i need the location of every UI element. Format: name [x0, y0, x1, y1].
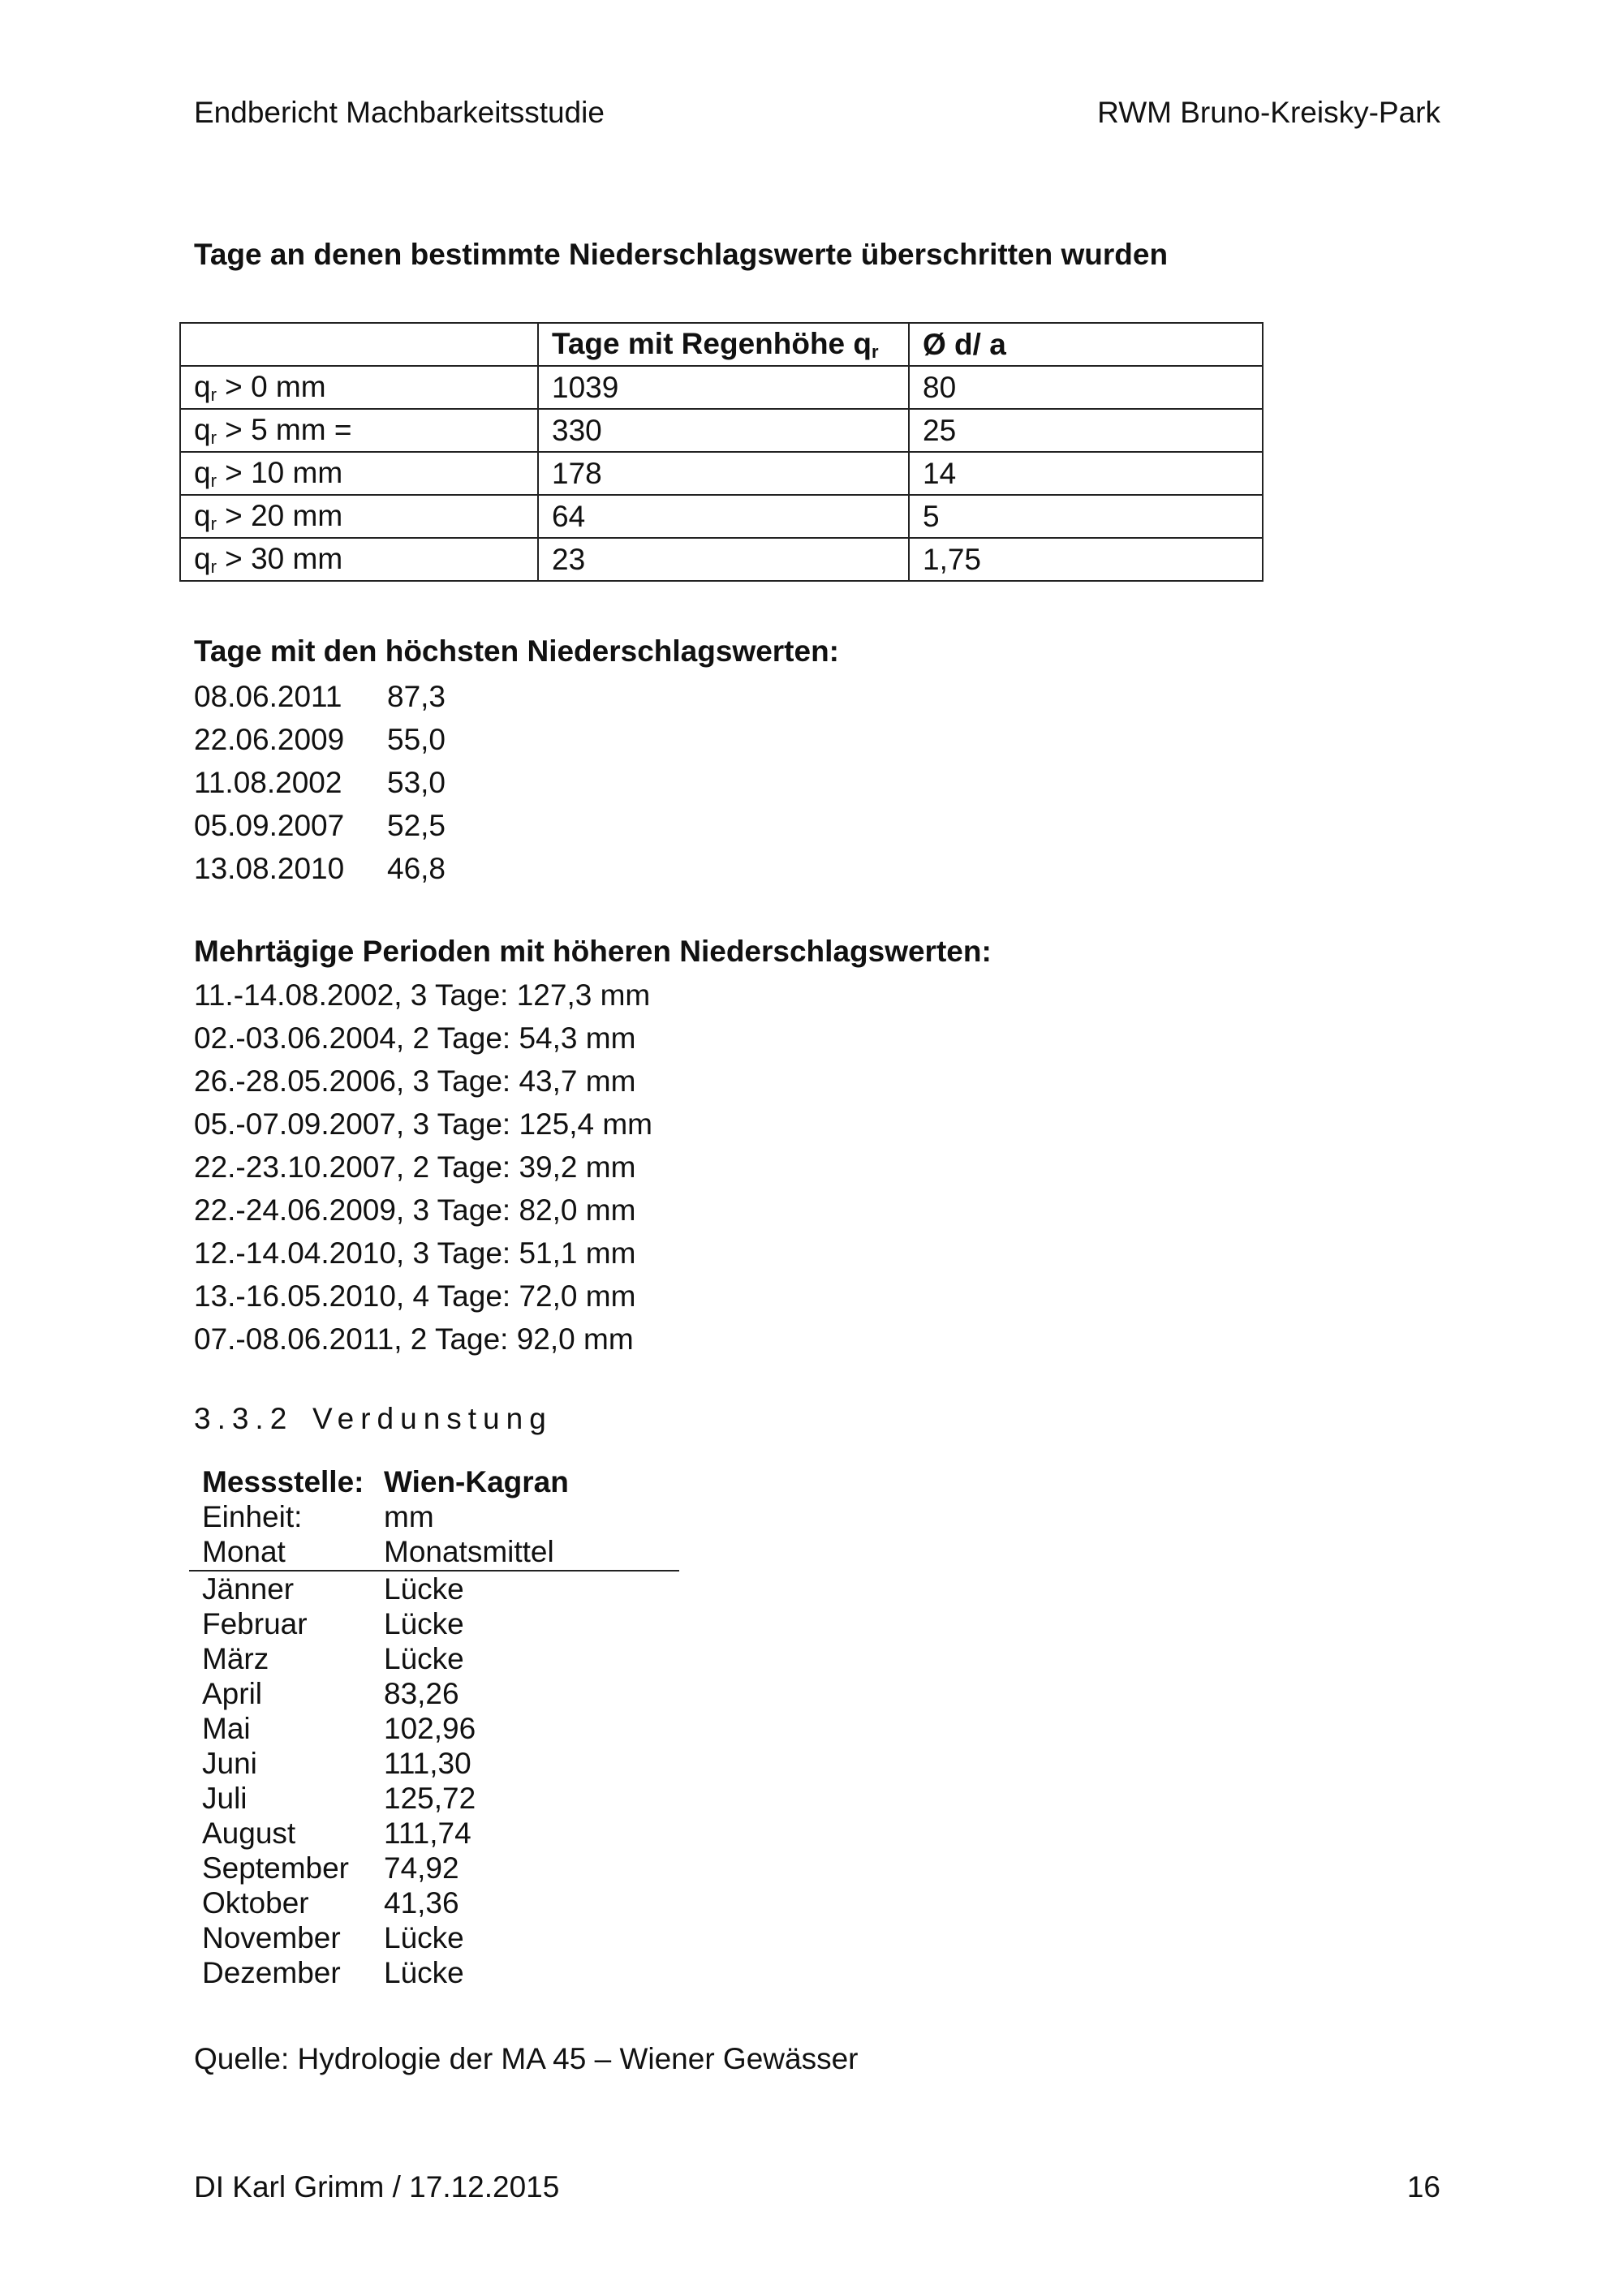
list-date: 13.08.2010: [194, 852, 345, 885]
month-value: 111,30: [384, 1747, 471, 1780]
month-value: Lücke: [384, 1642, 464, 1675]
table-cell-days: 64: [538, 495, 909, 538]
table-cell-condition: [180, 495, 538, 538]
subsection-title: Verdunstung: [312, 1402, 553, 1435]
cond-text: > 5 mm =: [216, 412, 352, 446]
table-row: [189, 1920, 679, 1955]
header-left: Endbericht Machbarkeitsstudie: [194, 96, 605, 129]
list-item: 11.-14.08.2002, 3 Tage: 127,3 mm: [194, 978, 651, 1012]
table-cell-avg: 80: [909, 366, 1263, 409]
table-cell-days: 178: [538, 452, 909, 495]
periods-list: [194, 974, 652, 1361]
table1-title: Tage an denen bestimmte Niederschlagswerte überschritten wurden: [194, 238, 1169, 271]
table-header-cell: Ø d/ a: [909, 323, 1263, 366]
column-header-row: [189, 1534, 679, 1569]
unit-value: mm: [384, 1500, 434, 1533]
table-row: [189, 1641, 679, 1676]
month-value: 41,36: [384, 1886, 459, 1920]
cond-sub: r: [210, 556, 217, 577]
month-value: Lücke: [384, 1607, 464, 1640]
cond-sub: r: [210, 384, 217, 405]
table-row: [189, 1606, 679, 1641]
table-cell-condition: [180, 409, 538, 452]
cond-sub: r: [210, 513, 217, 534]
table-cell-condition: [180, 366, 538, 409]
cond-sub: r: [210, 470, 217, 491]
list-value: 53,0: [387, 766, 446, 799]
table-row: [189, 1816, 679, 1851]
month-value: 125,72: [384, 1782, 476, 1815]
highest-list: [194, 675, 446, 890]
table-row: [189, 1572, 679, 1606]
list-item: 05.-07.09.2007, 3 Tage: 125,4 mm: [194, 1107, 652, 1141]
header-subscript: r: [872, 341, 879, 362]
list-date: 05.09.2007: [194, 809, 345, 842]
list-item: [194, 804, 446, 847]
list-value: 55,0: [387, 723, 446, 756]
month-value: 111,74: [384, 1817, 471, 1850]
header-text: Tage mit Regenhöhe q: [552, 326, 872, 360]
table-row: [189, 1746, 679, 1781]
subsection-number: 3.3.2: [194, 1402, 294, 1435]
table-cell-condition: [180, 538, 538, 581]
header-right: RWM Bruno-Kreisky-Park: [1097, 96, 1440, 129]
list-item: 13.-16.05.2010, 4 Tage: 72,0 mm: [194, 1279, 636, 1313]
list-item: 22.-24.06.2009, 3 Tage: 82,0 mm: [194, 1193, 636, 1227]
list-value: 87,3: [387, 680, 446, 713]
list-item: 12.-14.04.2010, 3 Tage: 51,1 mm: [194, 1236, 636, 1270]
table-header-cell: [538, 323, 909, 366]
table-cell-days: 330: [538, 409, 909, 452]
month: Dezember: [202, 1956, 341, 1989]
table-row: [189, 1711, 679, 1746]
table-cell-avg: 1,75: [909, 538, 1263, 581]
list-date: 22.06.2009: [194, 723, 345, 756]
table-row: [180, 452, 1263, 495]
table-cell-avg: 14: [909, 452, 1263, 495]
list-item: 26.-28.05.2006, 3 Tage: 43,7 mm: [194, 1064, 636, 1098]
month-value: 83,26: [384, 1677, 459, 1710]
list-item: 22.-23.10.2007, 2 Tage: 39,2 mm: [194, 1150, 636, 1184]
month: Juni: [202, 1747, 257, 1780]
col-value-header: Monatsmittel: [384, 1535, 554, 1568]
table-header-cell: [180, 323, 538, 366]
month: Mai: [202, 1712, 251, 1745]
table-row: [189, 1885, 679, 1920]
list-date: 11.08.2002: [194, 766, 342, 799]
list-item: 02.-03.06.2004, 2 Tage: 54,3 mm: [194, 1021, 636, 1055]
table-row: [189, 1781, 679, 1816]
cond-q: q: [194, 498, 211, 532]
month: September: [202, 1851, 349, 1885]
table-cell-days: 1039: [538, 366, 909, 409]
evaporation-table: [189, 1464, 679, 1990]
month: Februar: [202, 1607, 308, 1640]
table-cell-avg: 5: [909, 495, 1263, 538]
cond-text: > 20 mm: [216, 498, 343, 532]
cond-q: q: [194, 455, 211, 489]
periods-title: Mehrtägige Perioden mit höheren Niederschlagswerten:: [194, 935, 992, 968]
table-row: [180, 409, 1263, 452]
month-value: 74,92: [384, 1851, 459, 1885]
month: August: [202, 1817, 296, 1850]
station-row: [189, 1464, 679, 1499]
month-value: Lücke: [384, 1956, 464, 1989]
list-value: 52,5: [387, 809, 446, 842]
list-item: [194, 718, 446, 761]
station-value: Wien-Kagran: [384, 1465, 569, 1498]
station-label: Messstelle:: [202, 1465, 364, 1498]
cond-q: q: [194, 412, 211, 446]
list-item: 07.-08.06.2011, 2 Tage: 92,0 mm: [194, 1322, 634, 1356]
cond-text: > 0 mm: [216, 369, 326, 403]
list-item: [194, 675, 446, 718]
month: April: [202, 1677, 263, 1710]
table-row: [180, 495, 1263, 538]
table-row: [189, 1851, 679, 1885]
highest-title: Tage mit den höchsten Niederschlagswerten:: [194, 634, 839, 668]
month: Juli: [202, 1782, 248, 1815]
cond-text: > 30 mm: [216, 541, 343, 575]
cond-sub: r: [210, 427, 217, 448]
month-value: Lücke: [384, 1572, 464, 1606]
unit-row: [189, 1499, 679, 1534]
page-number: 16: [1406, 2170, 1440, 2204]
month: November: [202, 1921, 341, 1954]
month-value: Lücke: [384, 1921, 464, 1954]
table-cell-condition: [180, 452, 538, 495]
cond-text: > 10 mm: [216, 455, 343, 489]
source-note: Quelle: Hydrologie der MA 45 – Wiener Gewässer: [194, 2042, 859, 2075]
table-row: [189, 1955, 679, 1990]
month-value: 102,96: [384, 1712, 476, 1745]
col-month-header: Monat: [202, 1535, 286, 1568]
table-header-row: [180, 323, 1263, 366]
month: Oktober: [202, 1886, 309, 1920]
list-date: 08.06.2011: [194, 680, 342, 713]
cond-q: q: [194, 541, 211, 575]
table-row: [180, 538, 1263, 581]
list-item: [194, 761, 446, 804]
table-cell-days: 23: [538, 538, 909, 581]
footer-author-date: DI Karl Grimm / 17.12.2015: [194, 2170, 560, 2204]
table-row: [189, 1676, 679, 1711]
subsection-heading: [194, 1402, 553, 1436]
table-row: [180, 366, 1263, 409]
list-value: 46,8: [387, 852, 446, 885]
month: Jänner: [202, 1572, 295, 1606]
cond-q: q: [194, 369, 211, 403]
table-cell-avg: 25: [909, 409, 1263, 452]
precipitation-table: [179, 322, 1264, 582]
list-item: [194, 847, 446, 890]
month: März: [202, 1642, 269, 1675]
unit-label: Einheit:: [202, 1500, 303, 1533]
